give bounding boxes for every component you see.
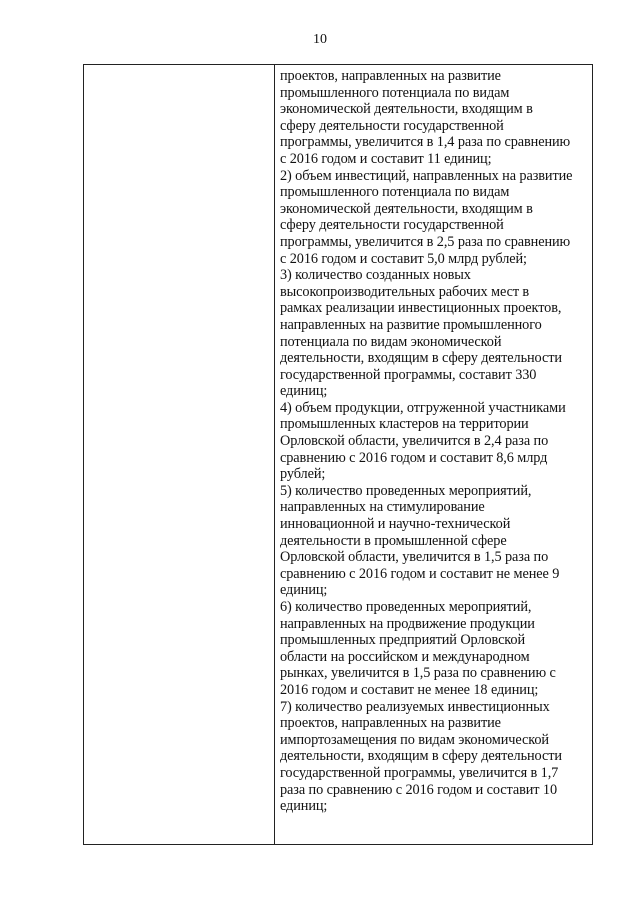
text-line: 6) количество проведенных мероприятий, (280, 599, 532, 615)
text-line: сравнению с 2016 годом и составит не менее 9 (280, 565, 560, 582)
text-line: рублей; (280, 466, 326, 483)
text-line: проектов, направленных на развитие (280, 715, 501, 732)
text-line: с 2016 годом и составит 11 единиц; (280, 150, 492, 167)
text-line: импортозамещения по видам экономической (280, 731, 549, 748)
text-line: 4) объем продукции, отгруженной участниками (280, 399, 566, 416)
text-line: 5) количество проведенных мероприятий, (280, 482, 532, 499)
text-line: проектов, направленных на развитие (280, 68, 501, 84)
text-line: сферу деятельности государственной (280, 217, 504, 234)
document-table (83, 64, 593, 845)
text-line: рамках реализации инвестиционных проектов, (280, 300, 562, 317)
text-line: программы, увеличится в 1,4 раза по сравнению (280, 134, 571, 151)
text-line: направленных на продвижение продукции (280, 615, 535, 632)
text-line: деятельности, входящим в сферу деятельности (280, 748, 562, 765)
text-line: 2) объем инвестиций, направленных на развитие (280, 167, 573, 184)
text-line: промышленного потенциала по видам (280, 84, 510, 101)
text-line: сравнению с 2016 годом и составит 8,6 млрд (280, 449, 548, 466)
text-line: единиц; (280, 582, 328, 599)
text-line: государственной программы, составит 330 (280, 366, 537, 383)
text-line: промышленного потенциала по видам (280, 184, 510, 201)
text-line: 3) количество созданных новых (280, 267, 471, 284)
page-number: 10 (313, 32, 327, 47)
text-line: 2016 годом и составит не менее 18 единиц; (280, 681, 539, 698)
text-line: единиц; (280, 798, 328, 815)
text-line: единиц; (280, 383, 328, 400)
text-line: государственной программы, увеличится в 1,7 (280, 764, 559, 781)
text-line: программы, увеличится в 2,5 раза по сравнению (280, 233, 571, 250)
text-line: потенциала по видам экономической (280, 333, 502, 350)
table-right-cell (275, 65, 592, 844)
text-line: высокопроизводительных рабочих мест в (280, 283, 530, 300)
text-line: 7) количество реализуемых инвестиционных (280, 698, 550, 715)
text-line: рынках, увеличится в 1,5 раза по сравнению с (280, 665, 556, 682)
text-line: инновационной и научно-технической (280, 516, 511, 533)
text-line: деятельности, входящим в сферу деятельности (280, 350, 562, 367)
text-line: направленных на развитие промышленного (280, 316, 542, 333)
text-line: промышленных предприятий Орловской (280, 632, 526, 649)
text-line: экономической деятельности, входящим в (280, 200, 533, 217)
text-line: Орловской области, увеличится в 1,5 раза по (280, 549, 549, 566)
text-line: направленных на стимулирование (280, 499, 485, 516)
text-line: сферу деятельности государственной (280, 117, 504, 134)
text-line: промышленных кластеров на территории (280, 416, 529, 433)
table-left-cell (84, 65, 275, 844)
text-line: области на российском и международном (280, 648, 530, 665)
text-line: экономической деятельности, входящим в (280, 101, 533, 118)
text-line: с 2016 годом и составит 5,0 млрд рублей; (280, 250, 527, 267)
text-line: раза по сравнению с 2016 годом и составит 10 (280, 781, 557, 798)
text-line: деятельности в промышленной сфере (280, 532, 507, 549)
text-line: Орловской области, увеличится в 2,4 раза по (280, 433, 549, 450)
